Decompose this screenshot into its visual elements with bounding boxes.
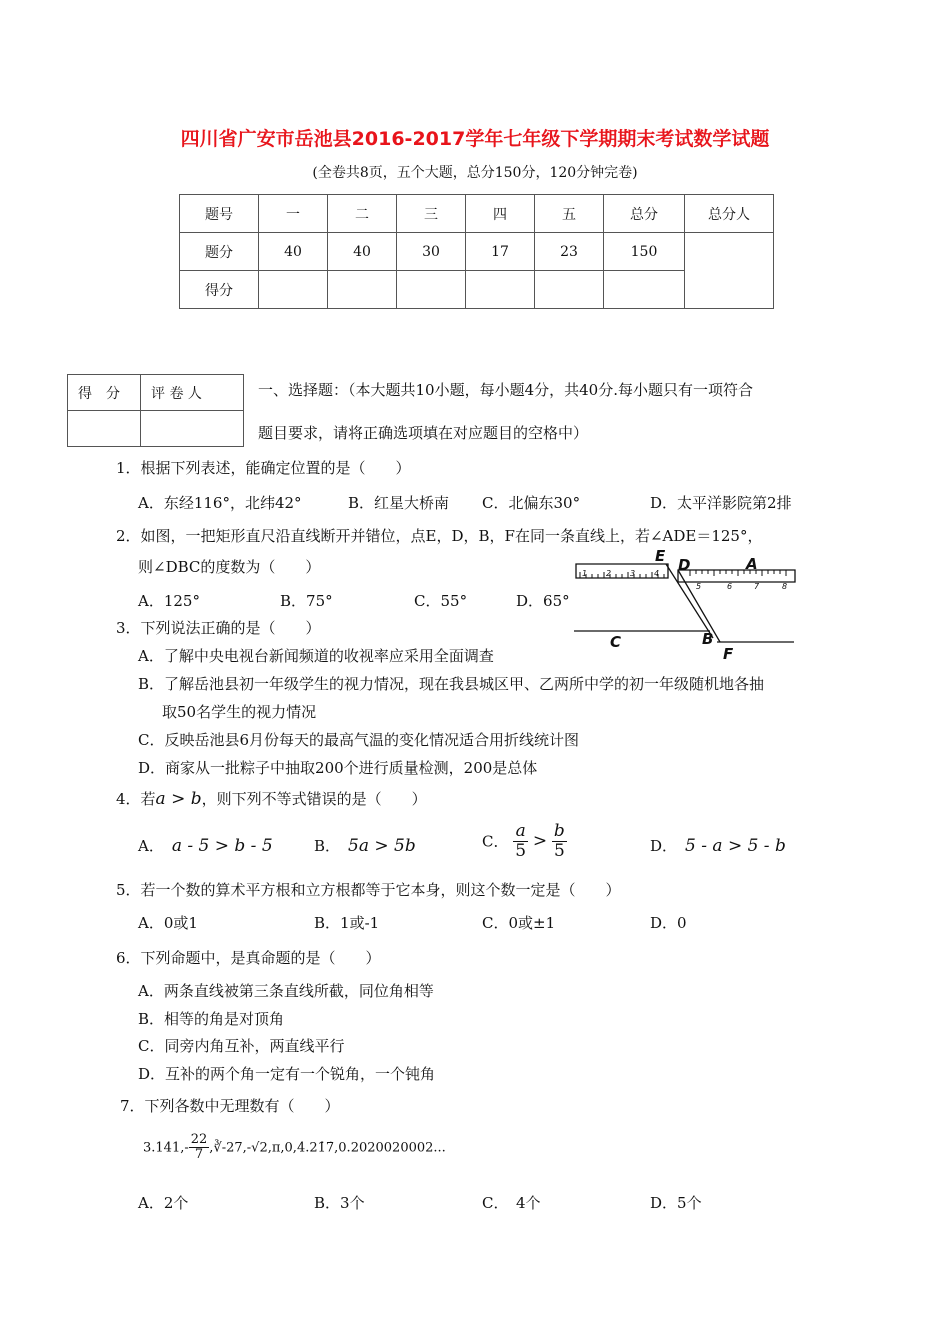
q6-option-a: A．两条直线被第三条直线所截，同位角相等 (138, 982, 434, 1000)
q3-option-a: A．了解中央电视台新闻频道的收视率应采用全面调查 (138, 647, 494, 665)
table-cell (604, 271, 685, 309)
q4-c-fraction-a (513, 822, 528, 860)
table-cell: 评 卷 人 (141, 375, 244, 411)
table-cell (535, 271, 604, 309)
ruler-tick-label: 7 (754, 582, 760, 591)
q1-stem: 1．根据下列表述，能确定位置的是（ ） (116, 459, 411, 477)
q5-option-a: A．0或1 (138, 914, 198, 932)
numerator: 22 (190, 1132, 208, 1147)
table-cell: 五 (535, 195, 604, 233)
q4-a-math: a - 5 > b - 5 (171, 836, 273, 856)
table-cell: 四 (466, 195, 535, 233)
ruler-figure (570, 545, 800, 665)
q5-stem: 5．若一个数的算术平方根和立方根都等于它本身，则这个数一定是（ ） (116, 881, 621, 899)
q4-c-fraction-b (552, 822, 567, 860)
ruler-tick-label: 1 (582, 569, 588, 578)
point-label-b: B (702, 630, 714, 648)
table-cell: 二 (328, 195, 397, 233)
option-label: D． (650, 837, 678, 855)
q4-option-d (650, 835, 786, 856)
table-cell (466, 271, 535, 309)
q1-option-b: B．红星大桥南 (348, 494, 450, 512)
table-cell: 23 (535, 233, 604, 271)
ruler-tick-label: 3 (630, 569, 636, 578)
table-cell: 总分人 (685, 195, 774, 233)
q6-option-b: B．相等的角是对顶角 (138, 1010, 285, 1028)
table-row (180, 271, 774, 309)
q4-d-math: 5 - a > 5 - b (685, 836, 786, 856)
q3-option-c: C．反映岳池县6月份每天的最高气温的变化情况适合用折线统计图 (138, 731, 580, 749)
q4-option-c (482, 822, 567, 860)
numerator: a (513, 822, 528, 842)
q2-stem: 2．如图，一把矩形直尺沿直线断开并错位，点E，D，B，F在同一条直线上，若∠ADE＝125°， (116, 527, 763, 545)
table-cell: 40 (259, 233, 328, 271)
q3-option-d: D．商家从一批粽子中抽取200个进行质量检测，200是总体 (138, 759, 538, 777)
q4-stem (116, 788, 427, 809)
q2-option-d: D．65° (516, 592, 570, 610)
exam-subtitle: (全卷共8页，五个大题，总分150分，120分钟完卷) (312, 165, 638, 181)
q3-stem: 3．下列说法正确的是（ ） (116, 619, 321, 637)
option-label: B． (314, 837, 341, 855)
denominator: 5 (553, 840, 565, 861)
section-heading: 一、选择题：（本大题共10小题，每小题4分，共40分.每小题只有一项符合 (258, 381, 753, 399)
table-cell: 40 (328, 233, 397, 271)
ruler-tick-label: 6 (727, 582, 733, 591)
q5-option-b: B．1或-1 (314, 914, 380, 932)
q6-stem: 6．下列命题中，是真命题的是（ ） (116, 949, 381, 967)
table-cell: 题号 (180, 195, 259, 233)
table-cell: 题分 (180, 233, 259, 271)
q3-option-b: B．了解岳池县初一年级学生的视力情况，现在我县城区甲、乙两所中学的初一年级随机地各抽 (138, 675, 765, 693)
q5-option-c: C．0或±1 (482, 914, 556, 932)
q4-option-b (314, 835, 416, 856)
q4-b-math: 5a > 5b (348, 836, 416, 856)
option-label: A． (138, 837, 164, 855)
table-row (180, 195, 774, 233)
table-cell: 150 (604, 233, 685, 271)
score-table (179, 194, 774, 309)
ruler-tick-label: 2 (606, 569, 612, 578)
grader-table (67, 374, 244, 447)
denominator: 5 (515, 840, 527, 861)
q4-stem-post: ，则下列不等式错误的是（ ） (201, 790, 427, 808)
table-cell: 30 (397, 233, 466, 271)
q2-option-b: B．75° (280, 592, 333, 610)
q1-option-d: D．太平洋影院第2排 (650, 494, 792, 512)
option-label: C． (482, 832, 509, 851)
section-heading-cont: 题目要求，请将正确选项填在对应题目的空格中） (258, 424, 589, 442)
q7-option-d: D．5个 (650, 1194, 702, 1212)
q1-option-a: A．东经116°，北纬42° (138, 494, 302, 512)
point-label-d: D (678, 556, 691, 574)
q4-c-gt: > (532, 831, 548, 852)
q7-numbers-pre: 3.141,- (143, 1140, 189, 1156)
q7-option-a: A．2个 (138, 1194, 189, 1212)
table-cell: 总分 (604, 195, 685, 233)
ruler-tick-label: 5 (696, 582, 702, 591)
point-label-a: A (746, 555, 758, 573)
table-cell (141, 411, 244, 447)
q7-option-b: B．3个 (314, 1194, 365, 1212)
table-cell (397, 271, 466, 309)
q2-option-a: A．125° (138, 592, 200, 610)
q4-stem-pre: 4．若 (116, 790, 156, 808)
denominator: 7 (194, 1147, 204, 1163)
exam-title: 四川省广安市岳池县2016-2017学年七年级下学期期末考试数学试题 (180, 128, 770, 150)
q7-numbers (143, 1133, 446, 1163)
point-label-f: F (723, 645, 734, 663)
table-row (68, 411, 244, 447)
q7-option-c: C． 4个 (482, 1194, 541, 1212)
ruler-tick-label: 4 (654, 569, 660, 578)
table-cell: 得分 (180, 271, 259, 309)
numerator: b (553, 821, 565, 841)
table-cell: 三 (397, 195, 466, 233)
q5-option-d: D．0 (650, 914, 687, 932)
point-label-c: C (610, 633, 622, 651)
q2-stem-cont: 则∠DBC的度数为（ ） (138, 558, 321, 576)
table-cell: 得 分 (68, 375, 141, 411)
table-cell: 一 (259, 195, 328, 233)
table-cell (259, 271, 328, 309)
table-cell: 17 (466, 233, 535, 271)
q6-option-d: D．互补的两个角一定有一个锐角，一个钝角 (138, 1065, 436, 1083)
q7-stem: 7．下列各数中无理数有（ ） (120, 1097, 340, 1115)
q6-option-c: C．同旁内角互补，两直线平行 (138, 1037, 345, 1055)
table-cell (328, 271, 397, 309)
q3-option-b-cont: 取50名学生的视力情况 (162, 703, 317, 721)
point-label-e: E (655, 547, 666, 565)
q4-stem-math: a > b (155, 789, 202, 809)
table-row (180, 233, 774, 271)
q7-fraction (189, 1133, 210, 1163)
ruler-tick-label: 8 (782, 582, 788, 591)
total-grader-cell (685, 233, 774, 309)
q4-option-a (138, 835, 273, 856)
q1-option-c: C．北偏东30° (482, 494, 581, 512)
table-cell (68, 411, 141, 447)
table-row (68, 375, 244, 411)
q2-option-c: C．55° (414, 592, 468, 610)
q7-numbers-post: ,∛-27,-√2,π,0,4.21̇7̇,0.2020020002... (209, 1140, 446, 1156)
